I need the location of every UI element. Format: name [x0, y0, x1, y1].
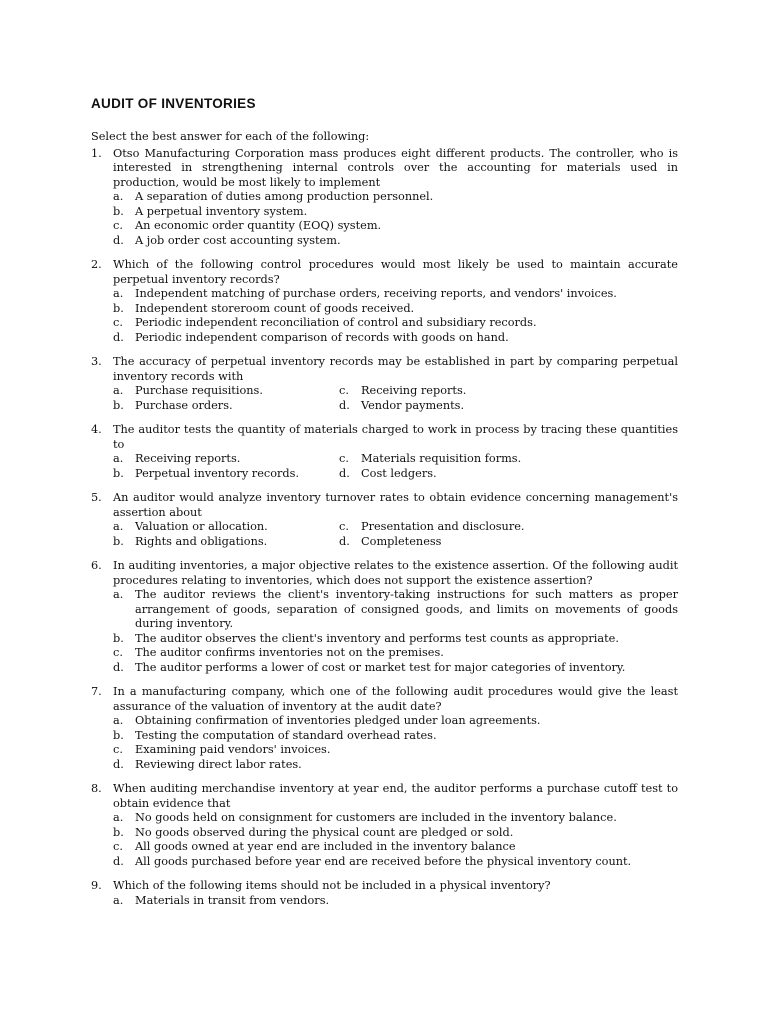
option-text: The auditor confirms inventories not on the premises. [135, 646, 444, 659]
question-text: An auditor would analyze inventory turnover rates to obtain evidence concerning management's assertion about [113, 491, 678, 519]
answer-option [113, 287, 678, 302]
question-3 [91, 355, 678, 413]
option-letter: c. [113, 646, 123, 659]
option-letter: d. [339, 466, 350, 480]
answer-options [113, 384, 678, 413]
option-text: Receiving reports. [135, 452, 241, 465]
option-text: Rights and obligations. [135, 534, 268, 548]
option-text: An economic order quantity (EOQ) system. [135, 219, 382, 232]
option-letter: b. [113, 631, 124, 645]
option-letter: c. [113, 743, 123, 756]
question-number: 2. [91, 258, 102, 271]
answer-options [113, 190, 678, 248]
answer-options [113, 714, 678, 772]
option-letter: d. [113, 330, 124, 344]
option-letter: b. [113, 301, 124, 315]
question-1 [91, 147, 678, 249]
option-text: The auditor performs a lower of cost or market test for major categories of inventory. [135, 660, 626, 674]
question-9 [91, 879, 678, 908]
answer-option [113, 399, 339, 414]
option-text: No goods observed during the physical count are pledged or sold. [135, 825, 514, 839]
option-text: No goods held on consignment for customers are included in the inventory balance. [135, 811, 617, 824]
question-text: When auditing merchandise inventory at year end, the auditor performs a purchase cutoff test to obtain evidence that [113, 782, 678, 810]
answer-options [113, 520, 678, 549]
option-text: Periodic independent comparison of records with goods on hand. [135, 330, 509, 344]
option-letter: a. [113, 452, 124, 465]
option-letter: d. [339, 398, 350, 412]
question-number: 4. [91, 423, 102, 436]
option-letter: c. [339, 384, 349, 397]
question-text: In auditing inventories, a major objective relates to the existence assertion. Of the following audit procedures relating to inventories, which does not support the existence assertion? [113, 559, 678, 587]
option-letter: b. [113, 466, 124, 480]
answer-option [113, 743, 678, 758]
question-number: 7. [91, 685, 102, 698]
option-letter: c. [113, 316, 123, 329]
answer-option [113, 588, 678, 632]
question-text: The accuracy of perpetual inventory records may be established in part by comparing perpetual inventory records with [113, 355, 678, 383]
option-text: All goods purchased before year end are received before the physical inventory count. [135, 854, 632, 868]
option-letter: d. [339, 534, 350, 548]
option-text: A separation of duties among production personnel. [135, 190, 434, 203]
answer-option [113, 811, 678, 826]
instruction-text: Select the best answer for each of the following: [91, 130, 370, 143]
question-number: 1. [91, 146, 102, 160]
option-text: Independent matching of purchase orders, receiving reports, and vendors' invoices. [135, 287, 617, 300]
answer-option [113, 520, 339, 535]
answer-option [113, 661, 678, 676]
question-text: Which of the following items should not be included in a physical inventory? [113, 879, 551, 892]
option-letter: c. [113, 219, 123, 232]
answer-option [113, 714, 678, 729]
question-text: In a manufacturing company, which one of the following audit procedures would give the least assurance of the valuation of inventory at the audit date? [113, 685, 678, 713]
answer-option [339, 452, 678, 467]
question-number: 3. [91, 355, 102, 368]
option-letter: d. [113, 233, 124, 247]
option-letter: c. [339, 520, 349, 533]
option-text: A perpetual inventory system. [135, 204, 308, 218]
answer-option [113, 758, 678, 773]
question-text: Otso Manufacturing Corporation mass produces eight different products. The controller, who is interested in strengthening internal controls over the accounting for materials used in production, would be most likely to implement [113, 146, 678, 189]
question-text: Which of the following control procedures would most likely be used to maintain accurate perpetual inventory records? [113, 258, 678, 286]
answer-option [113, 894, 678, 909]
option-text: Vendor payments. [361, 398, 465, 412]
option-text: Independent storeroom count of goods received. [135, 301, 415, 315]
option-text: Cost ledgers. [361, 466, 437, 480]
answer-options [113, 811, 678, 869]
option-text: Obtaining confirmation of inventories pledged under loan agreements. [135, 714, 541, 727]
question-2 [91, 258, 678, 345]
answer-option [113, 467, 339, 482]
question-4 [91, 423, 678, 481]
document-page [91, 96, 678, 918]
answer-option [113, 302, 678, 317]
answer-option [113, 632, 678, 647]
question-6 [91, 559, 678, 675]
answer-option [113, 729, 678, 744]
option-letter: a. [113, 588, 124, 601]
option-letter: b. [113, 825, 124, 839]
option-letter: a. [113, 520, 124, 533]
option-letter: d. [113, 660, 124, 674]
option-text: Valuation or allocation. [135, 520, 268, 533]
option-text: Perpetual inventory records. [135, 466, 300, 480]
option-letter: d. [113, 757, 124, 771]
question-number: 6. [91, 559, 102, 572]
question-text: The auditor tests the quantity of materials charged to work in process by tracing these quantities to [113, 423, 678, 451]
option-text: Materials in transit from vendors. [135, 893, 330, 907]
answer-option [339, 467, 678, 482]
answer-options [113, 287, 678, 345]
question-5 [91, 491, 678, 549]
answer-option [113, 535, 339, 550]
option-letter: a. [113, 811, 124, 824]
question-8 [91, 782, 678, 869]
question-number: 5. [91, 491, 102, 504]
answer-option [113, 205, 678, 220]
option-letter: b. [113, 728, 124, 742]
option-text: Purchase requisitions. [135, 384, 263, 397]
answer-options [113, 588, 678, 675]
answer-option [113, 316, 678, 331]
option-text: Testing the computation of standard overhead rates. [135, 728, 437, 742]
answer-option [113, 331, 678, 346]
option-letter: c. [339, 452, 349, 465]
option-letter: a. [113, 190, 124, 203]
option-text: Materials requisition forms. [361, 452, 522, 465]
answer-options [113, 894, 678, 909]
option-letter: a. [113, 893, 124, 907]
option-letter: d. [113, 854, 124, 868]
option-text: Receiving reports. [361, 384, 467, 397]
answer-option [113, 840, 678, 855]
option-text: Presentation and disclosure. [361, 520, 525, 533]
option-letter: a. [113, 714, 124, 727]
option-text: The auditor reviews the client's inventory-taking instructions for such matters as proper arrangement of goods, separation of consigned goods, and limits on movements of goods during inventory. [135, 588, 678, 630]
option-letter: a. [113, 287, 124, 300]
answer-option [113, 190, 678, 205]
option-text: Reviewing direct labor rates. [135, 757, 302, 771]
option-text: All goods owned at year end are included in the inventory balance [135, 840, 516, 853]
page-title: AUDIT OF INVENTORIES [91, 96, 256, 111]
option-letter: c. [113, 840, 123, 853]
option-letter: b. [113, 204, 124, 218]
answer-option [113, 646, 678, 661]
answer-option [113, 855, 678, 870]
option-text: Periodic independent reconciliation of control and subsidiary records. [135, 316, 537, 329]
option-text: A job order cost accounting system. [135, 233, 341, 247]
answer-option [113, 234, 678, 249]
option-letter: b. [113, 534, 124, 548]
answer-options [113, 452, 678, 481]
answer-option [113, 384, 339, 399]
question-7 [91, 685, 678, 772]
option-letter: a. [113, 384, 124, 397]
answer-option [113, 452, 339, 467]
option-letter: b. [113, 398, 124, 412]
option-text: The auditor observes the client's inventory and performs test counts as appropriate. [135, 631, 619, 645]
option-text: Purchase orders. [135, 398, 233, 412]
option-text: Completeness [361, 534, 442, 548]
answer-option [339, 399, 678, 414]
option-text: Examining paid vendors' invoices. [135, 743, 331, 756]
answer-option [113, 826, 678, 841]
answer-option [113, 219, 678, 234]
question-number: 9. [91, 879, 102, 892]
answer-option [339, 384, 678, 399]
question-number: 8. [91, 782, 102, 795]
answer-option [339, 520, 678, 535]
answer-option [339, 535, 678, 550]
